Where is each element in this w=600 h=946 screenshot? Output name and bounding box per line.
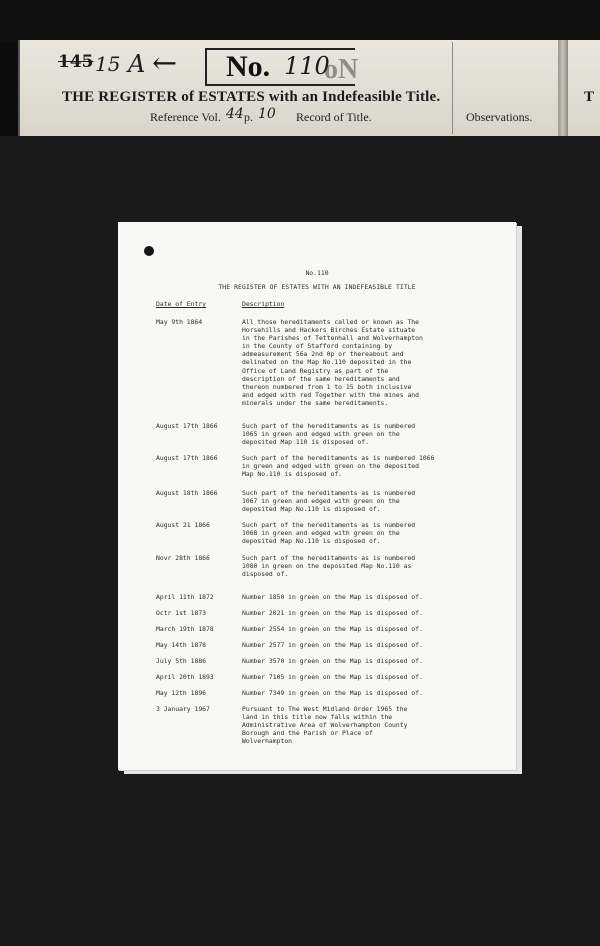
entry-description: Number 1850 in green on the Map is disposed of. (242, 593, 423, 601)
register-title: THE REGISTER of ESTATES with an Indefeasible Title. (62, 89, 441, 105)
record-of-title-label: Record of Title. (296, 110, 372, 124)
entry-description: Such part of the hereditaments as is numbered 1067 in green and edged with green on the deposited Map No.110 is disposed of. (242, 489, 416, 514)
pointer-letter: A (128, 50, 146, 78)
observations-label: Observations. (466, 110, 533, 124)
entry-date: 3 January 1967 (156, 705, 210, 713)
entry-description: Number 7349 in green on the Map is disposed of. (242, 689, 423, 697)
entry-description: Pursuant to The West Midland Order 1965 the land in this title now falls within the Administrative Area of Wolverhampton County Borough and the Parish or Place of Wolverhampton (242, 705, 408, 746)
entry-description: Number 3570 in green on the Map is disposed of. (242, 657, 423, 665)
entry-description: Number 2554 in green on the Map is disposed of. (242, 625, 423, 633)
entry-description: Number 2577 in green on the Map is disposed of. (242, 641, 423, 649)
entry-date: Octr 1st 1873 (156, 609, 207, 617)
ledger-shadow (0, 0, 600, 42)
arrow-mark: ← (152, 46, 178, 81)
ledger-column-rule (452, 42, 453, 134)
document-number: No.110 (305, 269, 329, 277)
entry-date: August 21 1866 (156, 521, 210, 529)
entry-date: March 19th 1878 (156, 625, 214, 633)
entry-date: August 18th 1866 (156, 489, 218, 497)
entry-description: Number 7105 in green on the Map is disposed of. (242, 673, 423, 681)
ledger-page-fold (558, 40, 568, 136)
column-header-description: Description (242, 300, 285, 308)
reference-page: 10 (258, 106, 276, 122)
entry-date: May 12th 1896 (156, 689, 207, 697)
ledger-header (0, 0, 600, 140)
next-page-edge-letter: T (584, 89, 595, 105)
punch-hole (144, 246, 154, 256)
entry-description: All those hereditaments called or known as The Horsehills and Hackers Birches Estate situate in the Parishes of Tettenhall and Wolverhampton in the County of Stafford containing by admeasurement 56a 2nd 0p or thereabout and delinated on the Map No.110 deposited in the Office of Land Registry as part of the description of the same hereditaments and thereon numbered from 1 to 15 both inclusive and edged with red Together with the mines and minerals under the same hereditaments. (242, 318, 423, 407)
ghost-number-through-page: oN (324, 54, 359, 85)
entry-date: May 14th 1878 (156, 641, 207, 649)
typed-register-sheet (118, 222, 516, 770)
entry-date: Novr 28th 1866 (156, 554, 210, 562)
reference-label: Reference Vol. (150, 110, 221, 124)
entry-date: August 17th 1866 (156, 422, 218, 430)
entry-description: Such part of the hereditaments as is numbered 1066 in green and edged with green on the deposited Map No.110 is disposed of. (242, 454, 435, 479)
entry-description: Such part of the hereditaments as is numbered 1068 in green and edged with green on the deposited Map No.110 is disposed of. (242, 521, 416, 546)
register-number-label: No. (226, 50, 271, 83)
entry-date: April 11th 1872 (156, 593, 214, 601)
entry-description: Such part of the hereditaments as is numbered 1080 in green on the deposited Map No.110 as disposed of. (242, 554, 416, 579)
entry-description: Such part of the hereditaments as is numbered 1065 in green and edged with green on the deposited Map 110 is disposed of. (242, 422, 416, 447)
register-number-value: 110 (284, 52, 330, 80)
entry-date: August 17th 1866 (156, 454, 218, 462)
reference-volume: 44 (226, 106, 244, 122)
entry-date: May 9th 1864 (156, 318, 203, 326)
entry-date: July 5th 1886 (156, 657, 207, 665)
entry-date: April 20th 1893 (156, 673, 214, 681)
old-register-number: 145 (58, 52, 94, 72)
column-header-date: Date of Entry (156, 300, 207, 308)
entry-description: Number 2021 in green on the Map is disposed of. (242, 609, 423, 617)
reference-page-label: p. (244, 110, 253, 124)
document-title: THE REGISTER OF ESTATES WITH AN INDEFEASIBLE TITLE (218, 283, 416, 291)
old-reference: 15 (95, 52, 121, 76)
